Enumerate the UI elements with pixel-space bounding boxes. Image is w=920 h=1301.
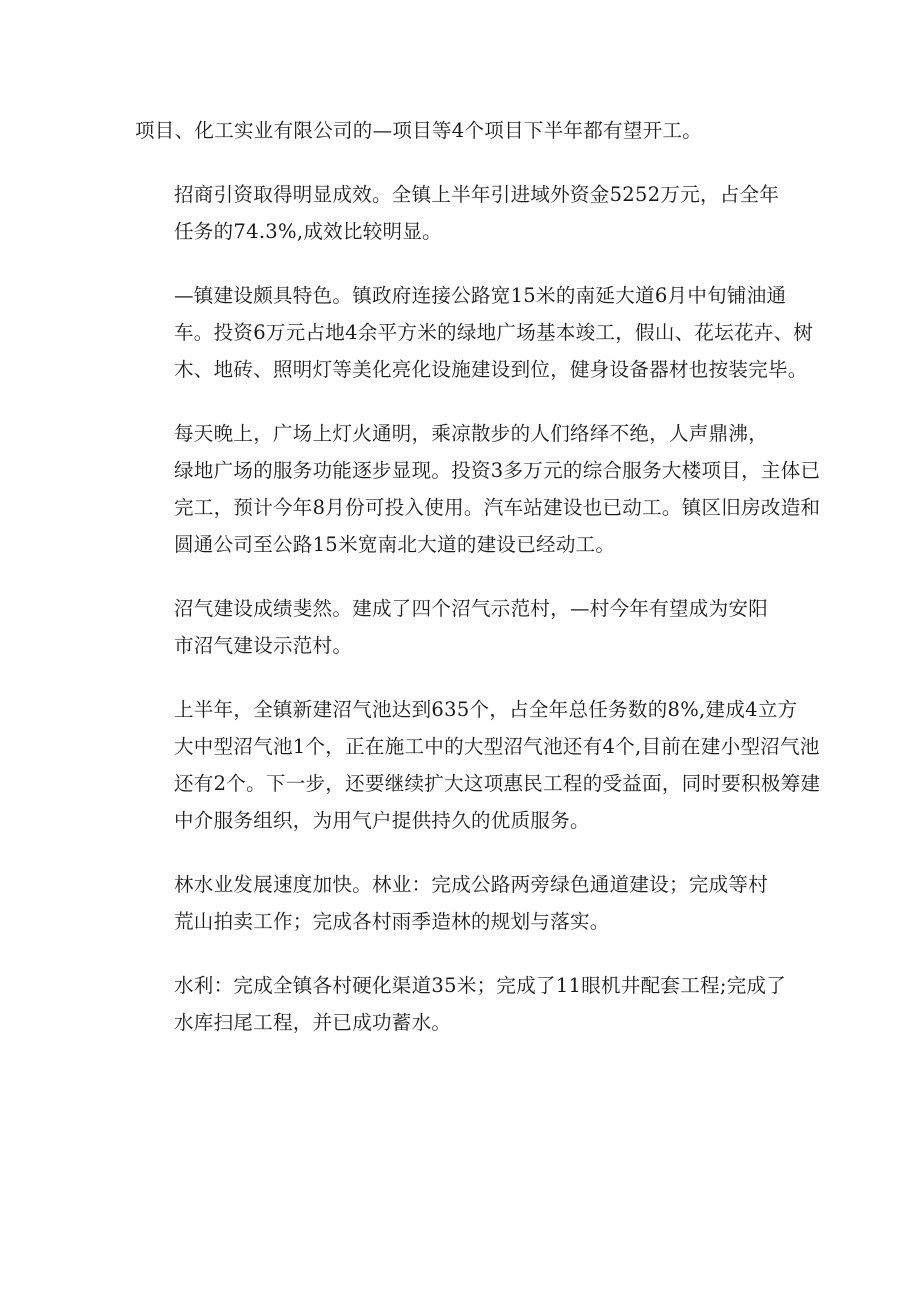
- paragraph-forestry: [135, 866, 785, 940]
- text-line: 木、地砖、照明灯等美化亮化设施建设到位，健身设备器材也按装完毕。: [174, 358, 808, 381]
- text-line: 水利：完成全镇各村硬化渠道35米；完成了11眼机井配套工程;完成了: [174, 974, 787, 997]
- text-line: 市沼气建设示范村。: [174, 634, 353, 657]
- text-line: 林水业发展速度加快。林业：完成公路两旁绿色通道建设；完成等村: [174, 873, 769, 896]
- text-line: 水库扫尾工程，并已成功蓄水。: [174, 1011, 452, 1034]
- text-line: 绿地广场的服务功能逐步显现。投资3多万元的综合服务大楼项目，主体已: [174, 459, 821, 482]
- text-line: 车。投资6万元占地4余平方米的绿地广场基本竣工，假山、花坛花卉、树: [174, 321, 814, 344]
- text-line: 项目、化工实业有限公司的—项目等4个项目下半年都有望开工。: [135, 119, 703, 142]
- text-line: 还有2个。下一步，还要继续扩大这项惠民工程的受益面，同时要积极筹建: [174, 772, 821, 795]
- text-line: 沼气建设成绩斐然。建成了四个沼气示范村，—村今年有望成为安阳: [174, 597, 769, 620]
- text-line: 圆通公司至公路15米宽南北大道的建设已经动工。: [174, 533, 616, 556]
- text-line: 大中型沼气池1个，正在施工中的大型沼气池还有4个,目前在建小型沼气池: [174, 735, 820, 758]
- text-line: —镇建设颇具特色。镇政府连接公路宽15米的南延大道6月中旬铺油通: [174, 284, 787, 307]
- text-line: 完工，预计今年8月份可投入使用。汽车站建设也已动工。镇区旧房改造和: [174, 496, 821, 519]
- paragraph-plaza: [135, 415, 821, 563]
- text-line: 每天晚上，广场上灯火通明，乘凉散步的人们络绎不绝，人声鼎沸，: [174, 422, 769, 445]
- text-line: 中介服务组织，为用气户提供持久的优质服务。: [174, 809, 590, 832]
- text-line: 招商引资取得明显成效。全镇上半年引进域外资金5252万元，占全年: [174, 183, 780, 206]
- paragraph-town-construction: [135, 277, 814, 388]
- paragraph-investment: [135, 176, 785, 250]
- paragraph-biogas-progress: [135, 691, 821, 839]
- paragraph-water-conservancy: [135, 967, 785, 1041]
- document-body: [135, 112, 821, 1068]
- text-line: 任务的74.3%,成效比较明显。: [174, 220, 442, 243]
- text-line: 荒山拍卖工作；完成各村雨季造林的规划与落实。: [174, 910, 610, 933]
- paragraph-biogas: [135, 590, 785, 664]
- text-line: 上半年，全镇新建沼气池达到635个，占全年总任务数的8%,建成4立方: [174, 698, 798, 721]
- paragraph-project-start: [135, 112, 785, 149]
